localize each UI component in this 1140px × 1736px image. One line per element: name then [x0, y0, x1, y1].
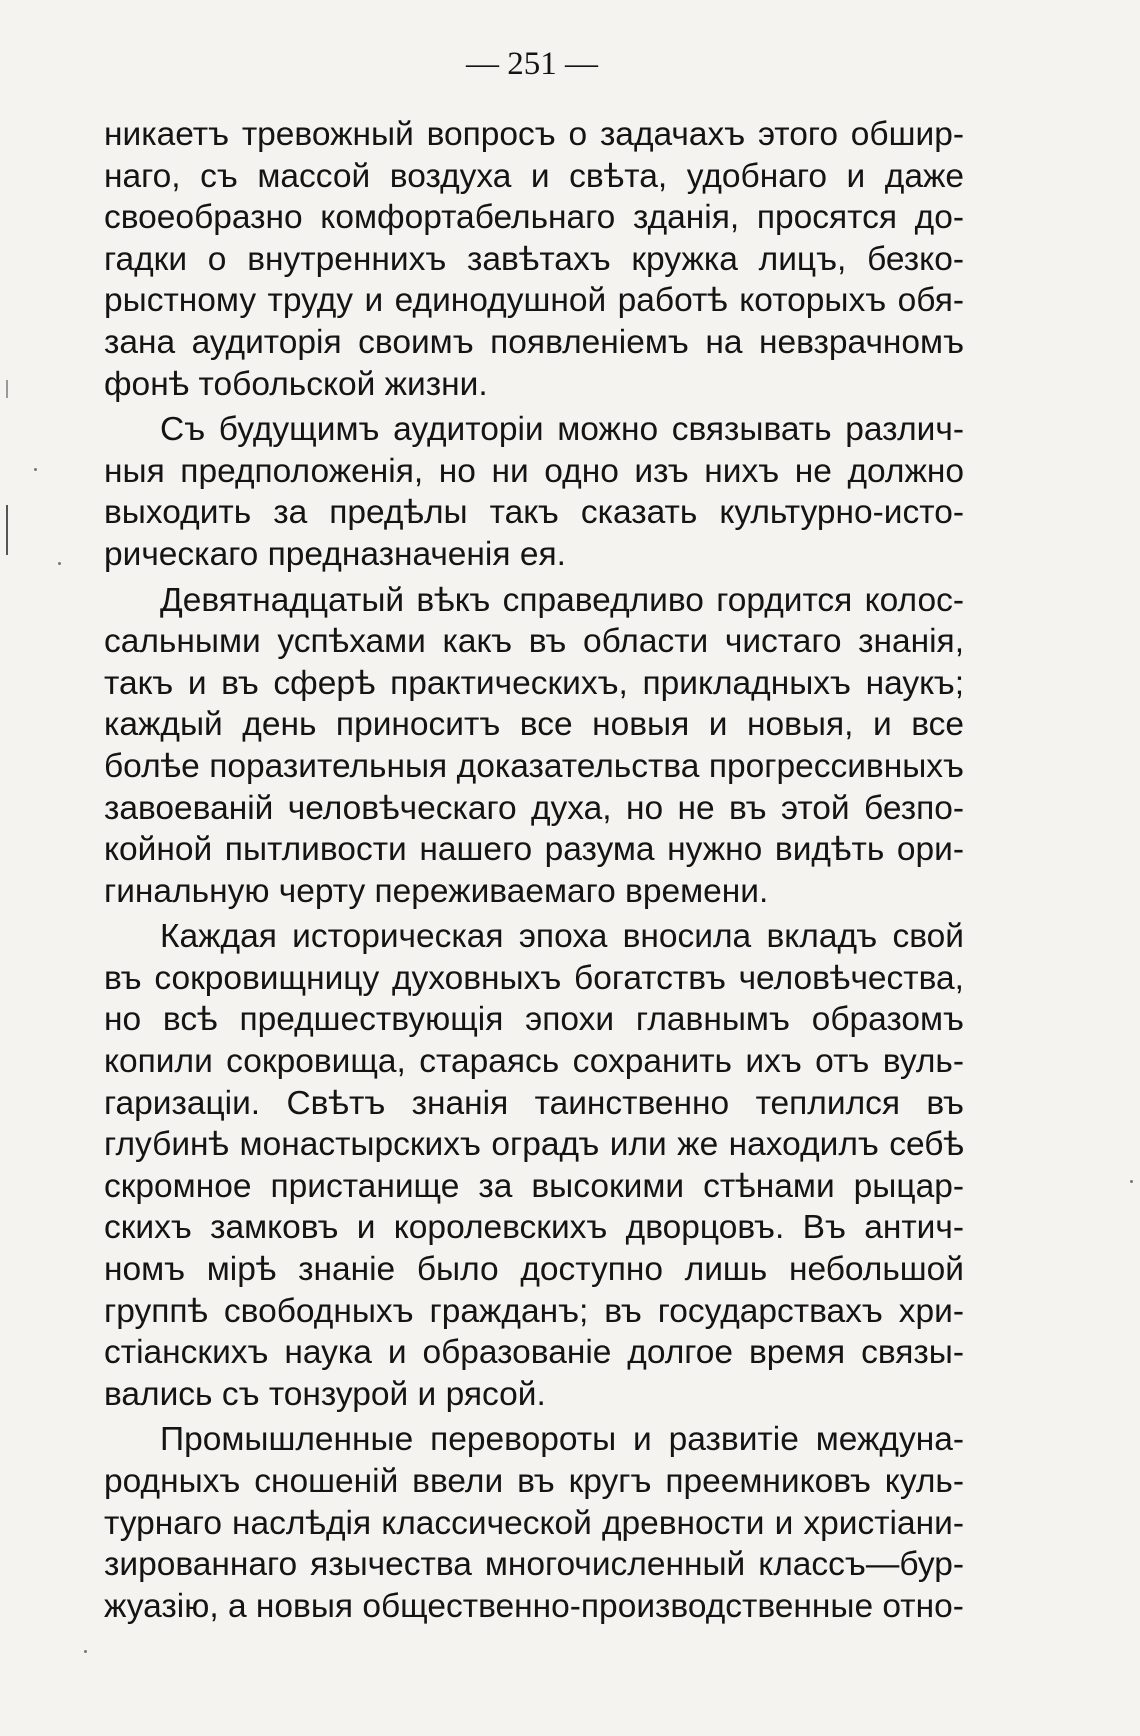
text-line: родныхъ сношеній ввели въ кругъ преемниковъ куль-: [104, 1463, 964, 1500]
page-number: — 251 —: [466, 46, 598, 82]
scan-speck: [1130, 1180, 1133, 1183]
scan-speck: [84, 1650, 87, 1653]
text-line: зана аудиторія своимъ появленіемъ на невзрачномъ: [104, 323, 964, 361]
text-line: копили сокровища, стараясь сохранить ихъ отъ вуль-: [104, 1043, 964, 1081]
text-line: гаризаціи. Свѣтъ знанія таинственно теплился въ: [104, 1084, 964, 1122]
scan-edge-mark: [6, 380, 8, 398]
text-line: вались съ тонзурой и рясой.: [104, 1375, 546, 1413]
text-line: завоеваній человѣческаго духа, но не въ этой безпо-: [104, 789, 964, 827]
text-line: рическаго предназначенія ея.: [104, 535, 566, 573]
text-line: Промышленные перевороты и развитіе междуна-: [160, 1421, 964, 1459]
text-line: турнаго наслѣдія классической древности и христіани-: [104, 1504, 964, 1542]
paragraph: [104, 1419, 964, 1627]
text-line: глубинѣ монастырскихъ оградъ или же находилъ себѣ: [104, 1126, 964, 1164]
text-line: скихъ замковъ и королевскихъ дворцовъ. Въ антич-: [104, 1209, 964, 1247]
paragraph: [104, 409, 964, 575]
text-line: жуазію, а новыя общественно-производственные отно-: [104, 1587, 964, 1625]
text-line: но всѣ предшествующія эпохи главнымъ образомъ: [104, 1001, 964, 1039]
text-line: никаетъ тревожный вопросъ о задачахъ этого обшир-: [104, 116, 964, 153]
text-line: сальными успѣхами какъ въ области чистаго знанія,: [104, 623, 964, 661]
scan-speck: [58, 562, 61, 565]
scan-speck: [34, 468, 37, 471]
text-line: ныя предположенія, но ни одно изъ нихъ не должно: [104, 452, 964, 490]
text-line: фонѣ тобольской жизни.: [104, 365, 488, 403]
text-line: такъ и въ сферѣ практическихъ, прикладныхъ наукъ;: [104, 664, 964, 702]
text-line: въ сокровищницу духовныхъ богатствъ человѣчества,: [104, 959, 964, 997]
paragraph: [104, 916, 964, 1415]
text-line: болѣе поразительныя доказательства прогрессивныхъ: [104, 747, 964, 785]
text-line: койной пытливости нашего разума нужно видѣть ори-: [104, 831, 964, 869]
body-text: [104, 114, 964, 1631]
text-line: гинальную черту переживаемаго времени.: [104, 872, 769, 910]
paragraph: [104, 114, 964, 405]
text-line: зированнаго язычества многочисленный классъ—бур-: [104, 1546, 964, 1584]
text-line: своеобразно комфортабельнаго зданія, просятся до-: [104, 199, 964, 237]
scan-edge-mark: [6, 505, 8, 555]
text-line: выходить за предѣлы такъ сказать культурно-исто-: [104, 494, 964, 532]
text-line: каждый день приноситъ все новыя и новыя, и все: [104, 706, 964, 744]
text-line: наго, съ массой воздуха и свѣта, удобнаго и даже: [104, 157, 964, 195]
text-line: Каждая историческая эпоха вносила вкладъ свой: [160, 918, 964, 956]
text-line: Съ будущимъ аудиторіи можно связывать различ-: [160, 411, 964, 449]
text-line: рыстному труду и единодушной работѣ которыхъ обя-: [104, 282, 964, 320]
text-line: номъ мірѣ знаніе было доступно лишь небольшой: [104, 1251, 964, 1289]
text-line: группѣ свободныхъ гражданъ; въ государствахъ хри-: [104, 1292, 964, 1330]
text-line: гадки о внутреннихъ завѣтахъ кружка лицъ, безко-: [104, 240, 964, 278]
text-line: Девятнадцатый вѣкъ справедливо гордится колос-: [160, 581, 964, 619]
text-line: стіанскихъ наука и образованіе долгое время связы-: [104, 1334, 964, 1372]
paragraph: [104, 580, 964, 913]
text-line: скромное пристанище за высокими стѣнами рыцар-: [104, 1167, 964, 1205]
